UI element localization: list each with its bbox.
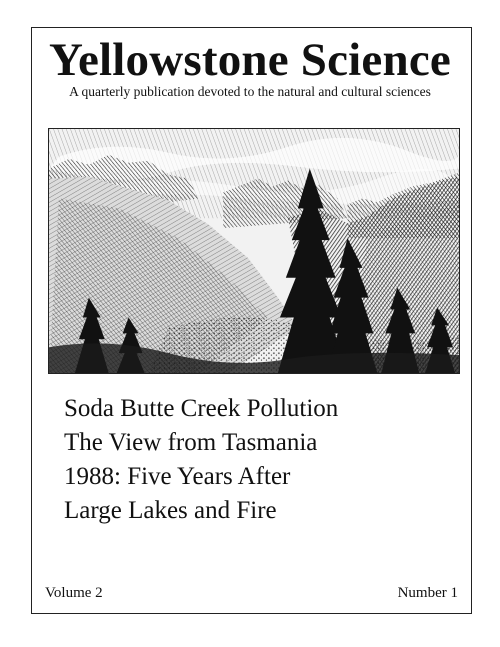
- headline-item: Soda Butte Creek Pollution: [64, 395, 339, 422]
- headline-item: 1988: Five Years After: [64, 463, 291, 490]
- mountain-landscape-engraving: [49, 129, 459, 373]
- volume-label: Volume 2: [45, 585, 103, 601]
- issue-number-label: Number 1: [397, 585, 458, 601]
- headline-item: The View from Tasmania: [64, 429, 318, 456]
- magazine-title: Yellowstone Science: [49, 34, 451, 86]
- headline-item: Large Lakes and Fire: [64, 497, 277, 524]
- cover-illustration: [48, 128, 460, 374]
- cover-headlines: [64, 392, 338, 528]
- magazine-tagline: A quarterly publication devoted to the natural and cultural sciences: [69, 84, 431, 99]
